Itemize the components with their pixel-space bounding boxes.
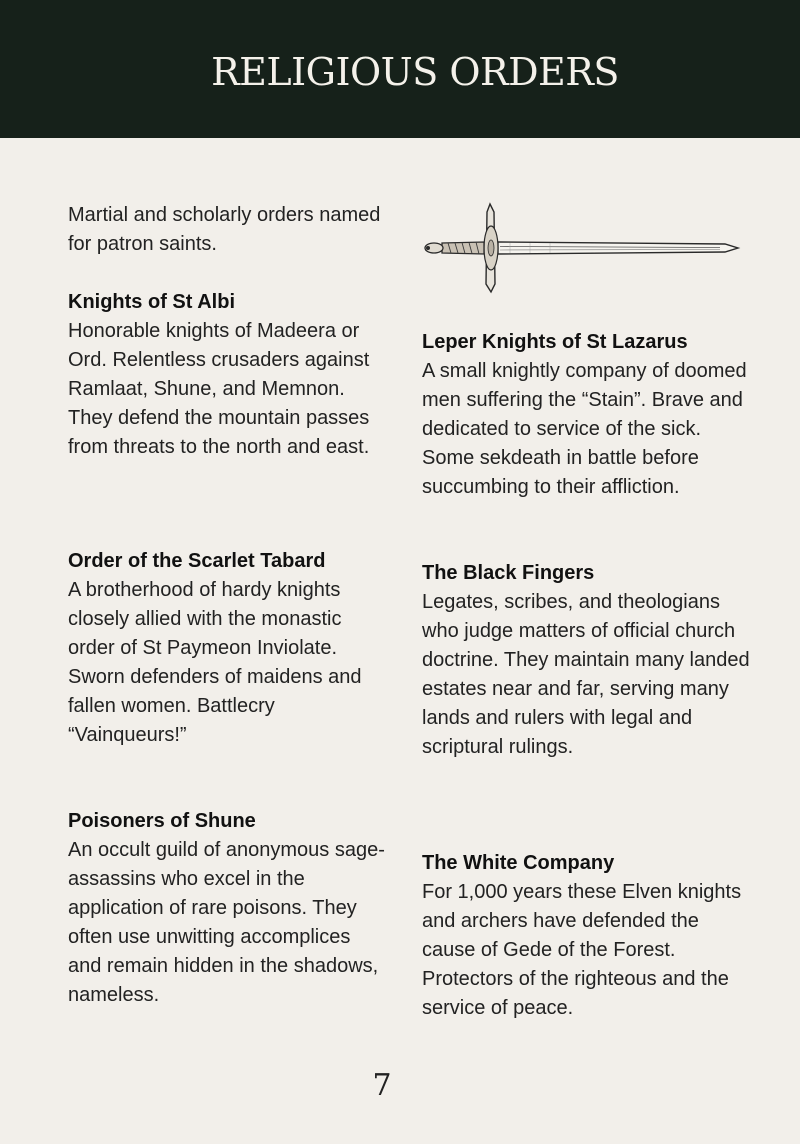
page-title: RELIGIOUS ORDERS [211, 50, 619, 94]
order-entry [68, 546, 388, 750]
order-entry [422, 327, 752, 502]
sword-icon [420, 200, 745, 296]
order-name: Leper Knights of St Lazarus [422, 331, 688, 353]
page-header [0, 0, 800, 138]
page-number: 7 [372, 1068, 392, 1103]
intro-text: Martial and scholarly orders named for patron saints. [68, 204, 381, 255]
intro-block [68, 201, 388, 259]
order-description: A brotherhood of hardy knights closely allied with the monastic order of St Paymeon Inviolate. Sworn defenders of maidens and fallen women. Battlecry “Vainqueurs!” [68, 579, 362, 746]
order-name: The White Company [422, 852, 615, 874]
order-description: For 1,000 years these Elven knights and archers have defended the cause of Gede of the Forest. Protectors of the righteous and the service of peace. [422, 881, 742, 1019]
order-entry [68, 287, 388, 462]
order-description: Honorable knights of Madeera or Ord. Relentless crusaders against Ramlaat, Shune, and Memnon. They defend the mountain passes from threats to the north and east. [68, 320, 370, 458]
order-name: The Black Fingers [422, 562, 595, 584]
order-description: An occult guild of anonymous sage-assassins who excel in the application of rare poisons. They often use unwitting accomplices and remain hidden in the shadows, nameless. [68, 839, 385, 1006]
order-entry [422, 848, 752, 1023]
order-description: A small knightly company of doomed men suffering the “Stain”. Brave and dedicated to service of the sick. Some sekdeath in battle before succumbing to their affliction. [422, 360, 747, 498]
order-entry [422, 558, 752, 762]
order-entry [68, 806, 388, 1010]
order-name: Knights of St Albi [68, 291, 236, 313]
order-description: Legates, scribes, and theologians who judge matters of official church doctrine. They maintain many landed estates near and far, serving many lands and rulers with legal and scriptural rulings. [422, 591, 750, 758]
order-name: Order of the Scarlet Tabard [68, 550, 326, 572]
order-name: Poisoners of Shune [68, 810, 256, 832]
